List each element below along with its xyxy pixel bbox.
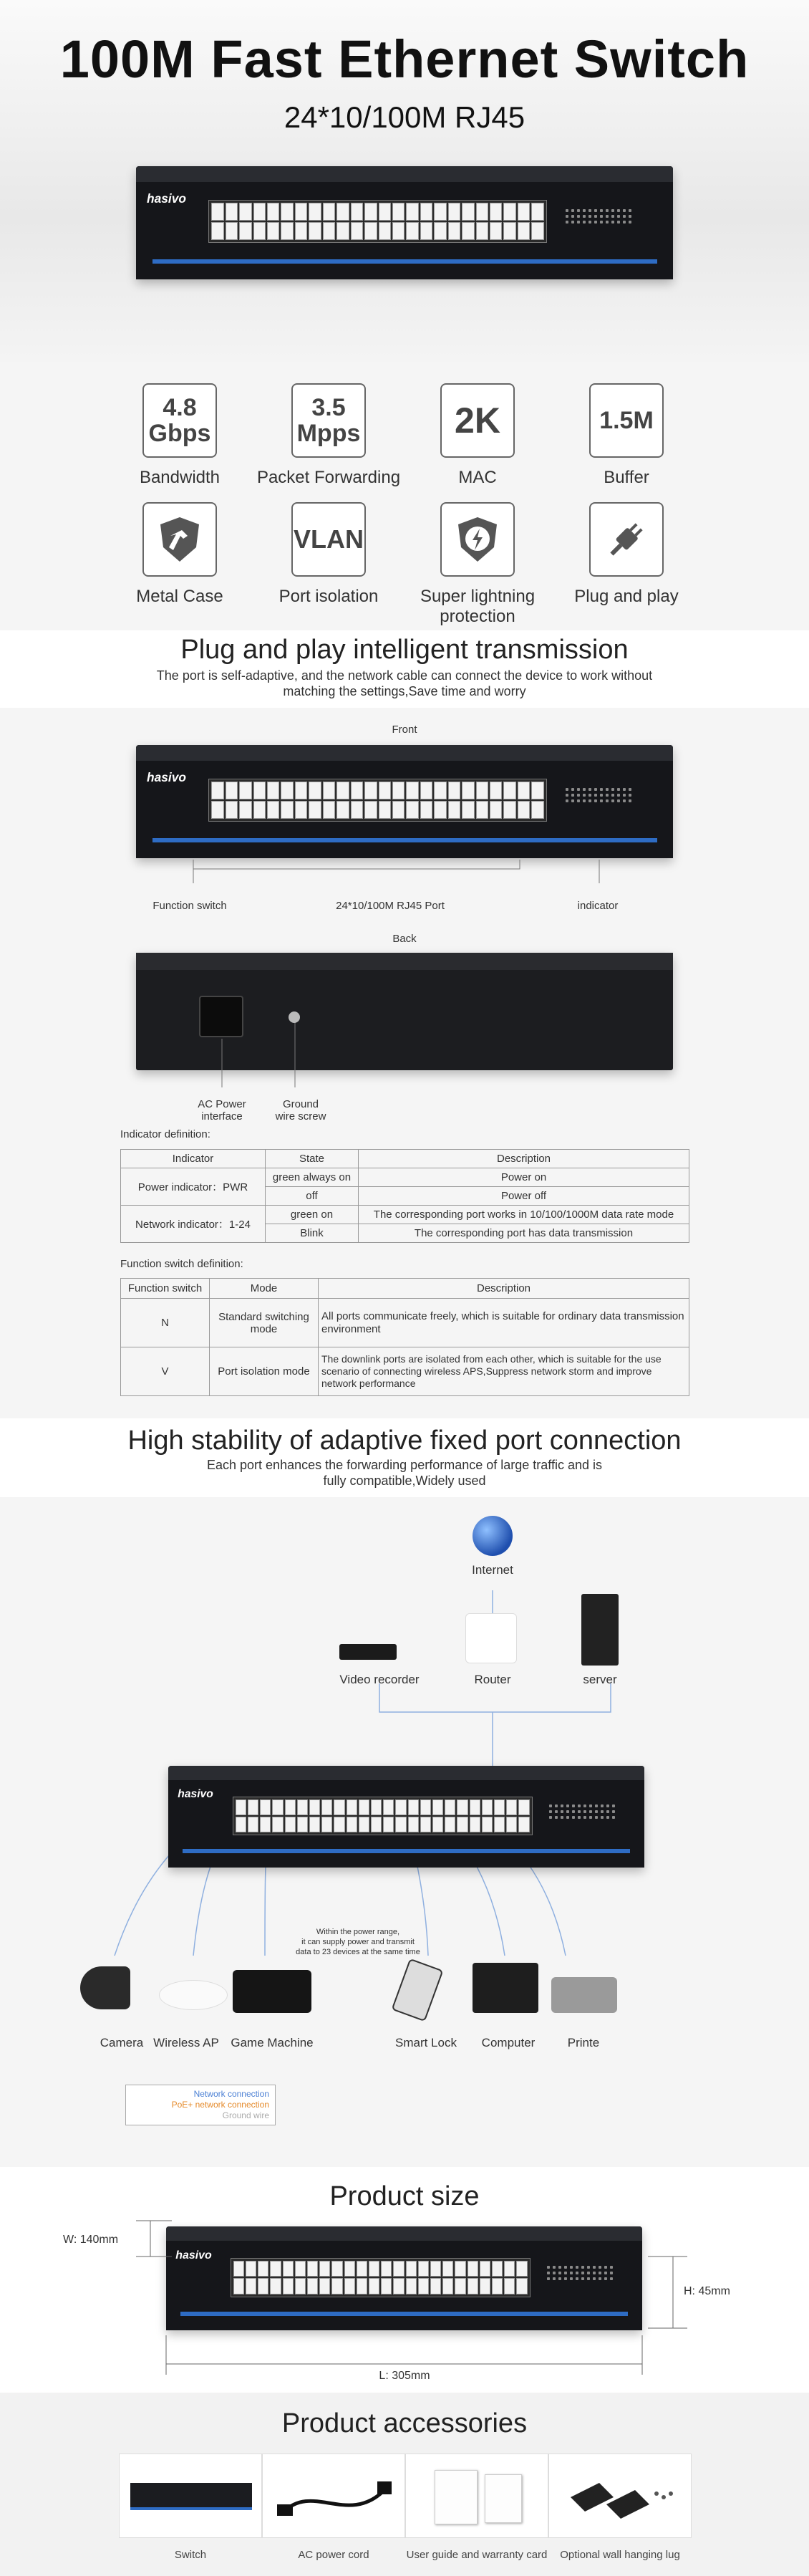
led-indicator bbox=[611, 209, 614, 212]
led-indicator bbox=[549, 1816, 552, 1819]
server-label: server bbox=[583, 1673, 617, 1686]
led-indicator bbox=[623, 221, 626, 224]
led-indicator bbox=[583, 209, 586, 212]
table-header: Description bbox=[319, 1279, 689, 1299]
rj45-port bbox=[236, 1799, 246, 1815]
led-indicator bbox=[566, 1804, 569, 1807]
blue-stripe bbox=[152, 259, 657, 264]
rj45-port bbox=[371, 1817, 382, 1832]
port-grid bbox=[233, 1797, 533, 1835]
led-indicator bbox=[606, 1810, 609, 1813]
rj45-port bbox=[211, 203, 223, 221]
rj45-port bbox=[281, 203, 293, 221]
legend-poe: PoE+ network connection bbox=[171, 2100, 269, 2110]
rj45-port bbox=[420, 222, 432, 240]
led-indicator bbox=[566, 1810, 569, 1813]
rj45-port bbox=[518, 1799, 529, 1815]
rj45-port bbox=[490, 203, 502, 221]
table-cell: Power on bbox=[359, 1168, 689, 1187]
rj45-port bbox=[248, 1799, 258, 1815]
led-indicator bbox=[601, 1804, 604, 1807]
table-header: Description bbox=[359, 1150, 689, 1168]
led-indicator bbox=[629, 215, 631, 218]
hero-section bbox=[0, 0, 809, 362]
rj45-port bbox=[445, 1817, 455, 1832]
port-grid bbox=[208, 200, 547, 243]
legend-network: Network connection bbox=[193, 2089, 269, 2099]
table-cell: The corresponding port works in 10/100/1000M data rate mode bbox=[359, 1206, 689, 1224]
ac-power-label: AC Power interface bbox=[198, 1098, 246, 1123]
rj45-port bbox=[285, 1799, 296, 1815]
rj45-port bbox=[347, 1799, 357, 1815]
accessory-label: Optional wall hanging lug bbox=[560, 2549, 680, 2561]
rj45-port bbox=[295, 203, 307, 221]
rj45-port bbox=[309, 1817, 320, 1832]
lightning-shield-icon bbox=[440, 502, 515, 577]
rj45-port bbox=[272, 1817, 283, 1832]
led-indicator bbox=[583, 1804, 586, 1807]
rj45-port bbox=[285, 1817, 296, 1832]
rj45-port bbox=[503, 222, 515, 240]
led-indicator bbox=[612, 1816, 615, 1819]
table-cell: off bbox=[266, 1187, 359, 1206]
hero-subtitle: 24*10/100M RJ45 bbox=[284, 100, 525, 134]
switch-top bbox=[168, 1766, 644, 1780]
accessory-label: User guide and warranty card bbox=[406, 2549, 548, 2561]
printer-icon bbox=[551, 1977, 617, 2013]
led-indicator bbox=[606, 209, 609, 212]
rj45-port bbox=[406, 222, 418, 240]
led-indicator bbox=[578, 1816, 581, 1819]
back-label: Back bbox=[392, 933, 417, 945]
led-indicator bbox=[566, 1816, 569, 1819]
rj45-port bbox=[448, 203, 460, 221]
rj45-port bbox=[518, 1817, 529, 1832]
led-indicator bbox=[594, 221, 597, 224]
led-indicator bbox=[561, 1804, 563, 1807]
rj45-port bbox=[470, 1817, 480, 1832]
led-indicator bbox=[595, 1816, 598, 1819]
led-indicator bbox=[595, 1810, 598, 1813]
rj45-port bbox=[392, 222, 404, 240]
led-indicator bbox=[629, 221, 631, 224]
rj45-port bbox=[457, 1817, 468, 1832]
led-indicator bbox=[566, 215, 568, 218]
rj45-port bbox=[371, 1799, 382, 1815]
table-cell: Power off bbox=[359, 1187, 689, 1206]
globe-icon bbox=[473, 1516, 513, 1556]
feature-label: Super lightning protection bbox=[420, 587, 536, 626]
function-switch-label: Function switch bbox=[152, 900, 227, 912]
accessories-section bbox=[0, 2393, 809, 2576]
rj45-port bbox=[506, 1817, 517, 1832]
led-indicator bbox=[589, 1804, 592, 1807]
rj45-port bbox=[309, 1799, 320, 1815]
rj45-port bbox=[420, 203, 432, 221]
table-cell: V bbox=[121, 1347, 210, 1396]
led-indicator bbox=[549, 1804, 552, 1807]
video-recorder-icon bbox=[339, 1644, 397, 1660]
video-recorder-label: Video recorder bbox=[339, 1673, 420, 1686]
led-indicator bbox=[555, 1810, 558, 1813]
rj45-port bbox=[323, 222, 335, 240]
led-indicator bbox=[611, 215, 614, 218]
led-indicator bbox=[571, 215, 574, 218]
led-indicator bbox=[617, 221, 620, 224]
rj45-port bbox=[462, 222, 474, 240]
table-cell: green on bbox=[266, 1206, 359, 1224]
rj45-port bbox=[383, 1817, 394, 1832]
table-cell: The corresponding port has data transmission bbox=[359, 1224, 689, 1243]
indicator-def-title: Indicator definition: bbox=[120, 1128, 210, 1140]
rj45-port bbox=[379, 222, 391, 240]
led-indicator bbox=[588, 215, 591, 218]
rj45-port bbox=[364, 203, 377, 221]
led-indicator bbox=[601, 1816, 604, 1819]
led-indicator bbox=[577, 215, 580, 218]
table-cell: Power indicator：PWR bbox=[121, 1168, 266, 1206]
stability-description: Each port enhances the forwarding performance of large traffic and is fully compatible,Widely used bbox=[207, 1458, 602, 1488]
rj45-port bbox=[321, 1817, 332, 1832]
rj45-port bbox=[531, 203, 543, 221]
table-cell: Network indicator：1-24 bbox=[121, 1206, 266, 1243]
led-indicator bbox=[629, 209, 631, 212]
rj45-port bbox=[267, 222, 279, 240]
led-indicator bbox=[561, 1816, 563, 1819]
led-indicator bbox=[588, 221, 591, 224]
rj45-port bbox=[392, 203, 404, 221]
mac-icon: 2K bbox=[440, 383, 515, 458]
led-indicator bbox=[601, 1810, 604, 1813]
rj45-port bbox=[226, 222, 238, 240]
led-indicator bbox=[600, 215, 603, 218]
table-cell: Standard switching mode bbox=[210, 1299, 319, 1347]
led-indicator bbox=[578, 1804, 581, 1807]
function-def-title: Function switch definition: bbox=[120, 1258, 243, 1270]
rj45-port bbox=[309, 203, 321, 221]
rj45-port bbox=[432, 1799, 443, 1815]
legend-box bbox=[125, 2085, 276, 2125]
rj45-port bbox=[420, 1817, 431, 1832]
led-indicator bbox=[589, 1816, 592, 1819]
device-label: Game Machine bbox=[231, 2036, 314, 2049]
bandwidth-icon: 4.8 Gbps bbox=[142, 383, 217, 458]
led-indicator bbox=[600, 221, 603, 224]
rj45-port bbox=[445, 1799, 455, 1815]
led-indicator bbox=[594, 215, 597, 218]
rj45-port bbox=[267, 203, 279, 221]
size-title: Product size bbox=[329, 2181, 480, 2211]
router-label: Router bbox=[474, 1673, 511, 1686]
feature-label: Buffer bbox=[604, 468, 649, 487]
network-topology-section bbox=[0, 1497, 809, 2167]
rj45-port bbox=[351, 222, 363, 240]
accessory-power-cord bbox=[262, 2454, 405, 2538]
rj45-port bbox=[347, 1817, 357, 1832]
rj45-port bbox=[506, 1799, 517, 1815]
device-label: Wireless AP bbox=[153, 2036, 219, 2049]
device-label: Camera bbox=[100, 2036, 144, 2049]
rj45-port bbox=[448, 222, 460, 240]
led-indicator bbox=[577, 221, 580, 224]
device-label: Computer bbox=[481, 2036, 536, 2049]
rj45-port bbox=[295, 222, 307, 240]
led-indicator bbox=[617, 209, 620, 212]
brand-logo: hasivo bbox=[178, 1788, 213, 1801]
rj45-port bbox=[272, 1799, 283, 1815]
rj45-port bbox=[297, 1799, 308, 1815]
feature-label: Bandwidth bbox=[139, 468, 221, 487]
rj45-port bbox=[531, 222, 543, 240]
rj45-port bbox=[321, 1799, 332, 1815]
led-indicator bbox=[623, 209, 626, 212]
rj45-port bbox=[395, 1799, 406, 1815]
function-table bbox=[120, 1278, 689, 1396]
accessory-guide-card bbox=[405, 2454, 548, 2538]
rj45-port bbox=[336, 222, 349, 240]
led-indicator bbox=[583, 221, 586, 224]
accessory-label: AC power cord bbox=[298, 2549, 369, 2561]
plug-title: Plug and play intelligent transmission bbox=[180, 635, 629, 665]
led-indicator bbox=[572, 1816, 575, 1819]
rj45-port bbox=[408, 1817, 419, 1832]
rj45-port bbox=[364, 222, 377, 240]
plug-description: The port is self-adaptive, and the network cable can connect the device to work without matching the settings,Save time and worry bbox=[156, 668, 653, 698]
led-indicator bbox=[572, 1810, 575, 1813]
led-indicator bbox=[561, 1810, 563, 1813]
rj45-port bbox=[334, 1817, 344, 1832]
led-indicator bbox=[572, 1804, 575, 1807]
led-indicator bbox=[589, 1810, 592, 1813]
led-indicator bbox=[571, 209, 574, 212]
led-indicator bbox=[583, 215, 586, 218]
feature-label: Metal Case bbox=[136, 587, 223, 606]
internet-label: Internet bbox=[472, 1563, 513, 1577]
led-indicator bbox=[623, 215, 626, 218]
rj45-port bbox=[334, 1799, 344, 1815]
rj45-port bbox=[482, 1799, 493, 1815]
legend-ground: Ground wire bbox=[222, 2110, 269, 2120]
ground-label: Ground wire screw bbox=[275, 1098, 326, 1123]
feature-label: MAC bbox=[458, 468, 497, 487]
switch-top bbox=[136, 166, 673, 182]
computer-icon bbox=[473, 1963, 538, 2013]
front-label: Front bbox=[392, 724, 417, 736]
table-cell: green always on bbox=[266, 1168, 359, 1187]
rj45-port bbox=[309, 222, 321, 240]
rj45-port bbox=[462, 203, 474, 221]
led-indicator bbox=[606, 215, 609, 218]
rj45-port bbox=[408, 1799, 419, 1815]
led-indicator bbox=[583, 1816, 586, 1819]
rj45-port bbox=[379, 203, 391, 221]
brand-logo: hasivo bbox=[147, 769, 186, 784]
rj45-port bbox=[395, 1817, 406, 1832]
rj45-port bbox=[518, 203, 530, 221]
plug-icon bbox=[589, 502, 664, 577]
packet-forwarding-icon: 3.5 Mpps bbox=[291, 383, 366, 458]
led-indicator bbox=[606, 1804, 609, 1807]
rj45-port bbox=[336, 203, 349, 221]
led-indicator bbox=[594, 209, 597, 212]
features-section bbox=[0, 362, 809, 630]
led-indicator bbox=[612, 1810, 615, 1813]
accessory-wall-lug bbox=[548, 2454, 692, 2538]
brand-logo: hasivo bbox=[175, 2249, 212, 2262]
rj45-port bbox=[236, 1817, 246, 1832]
switch-image-hero bbox=[136, 166, 673, 279]
back-callout-lines bbox=[0, 708, 809, 1109]
rj45-port bbox=[476, 222, 488, 240]
table-cell: Port isolation mode bbox=[210, 1347, 319, 1396]
rj45-port bbox=[503, 203, 515, 221]
led-indicator bbox=[555, 1816, 558, 1819]
server-icon bbox=[581, 1594, 619, 1666]
rj45-port bbox=[470, 1799, 480, 1815]
rj45-port bbox=[248, 1817, 258, 1832]
port-label: 24*10/100M RJ45 Port bbox=[336, 900, 445, 912]
rj45-port bbox=[406, 203, 418, 221]
led-indicator bbox=[612, 1804, 615, 1807]
router-icon bbox=[465, 1613, 517, 1663]
table-cell: N bbox=[121, 1299, 210, 1347]
rj45-port bbox=[432, 1817, 443, 1832]
device-label: Printe bbox=[567, 2036, 600, 2049]
accessory-switch bbox=[119, 2454, 262, 2538]
rj45-port bbox=[482, 1817, 493, 1832]
led-indicator bbox=[566, 221, 568, 224]
vlan-icon: VLAN bbox=[291, 502, 366, 577]
led-indicator bbox=[549, 1810, 552, 1813]
led-indicator bbox=[577, 209, 580, 212]
wireless-ap-icon bbox=[159, 1980, 228, 2010]
height-label: H: 45mm bbox=[684, 2285, 730, 2297]
buffer-icon: 1.5M bbox=[589, 383, 664, 458]
game-machine-icon bbox=[233, 1970, 311, 2013]
shield-hammer-icon bbox=[142, 502, 217, 577]
led-indicator bbox=[600, 209, 603, 212]
rj45-port bbox=[281, 222, 293, 240]
power-note: Within the power range, it can supply power and transmit data to 23 devices at the same time bbox=[296, 1928, 420, 1956]
led-indicator bbox=[571, 221, 574, 224]
led-indicator bbox=[583, 1810, 586, 1813]
rj45-port bbox=[476, 203, 488, 221]
rj45-port bbox=[383, 1799, 394, 1815]
table-header: State bbox=[266, 1150, 359, 1168]
rj45-port bbox=[457, 1799, 468, 1815]
led-indicator bbox=[606, 221, 609, 224]
led-indicator bbox=[617, 215, 620, 218]
rj45-port bbox=[494, 1799, 505, 1815]
rj45-port bbox=[211, 222, 223, 240]
indicator-table bbox=[120, 1149, 689, 1243]
rj45-port bbox=[260, 1799, 271, 1815]
feature-label: Plug and play bbox=[574, 587, 679, 606]
led-indicator bbox=[606, 1816, 609, 1819]
rj45-port bbox=[359, 1799, 369, 1815]
led-indicator bbox=[578, 1810, 581, 1813]
rj45-port bbox=[434, 203, 446, 221]
led-indicator bbox=[566, 209, 568, 212]
indicator-label: indicator bbox=[577, 900, 619, 912]
indicator-leds bbox=[549, 1804, 615, 1819]
table-header: Function switch bbox=[121, 1279, 210, 1299]
rj45-port bbox=[420, 1799, 431, 1815]
length-label: L: 305mm bbox=[379, 2370, 430, 2382]
dimension-lines bbox=[0, 2214, 809, 2389]
interface-diagram-section bbox=[0, 708, 809, 1418]
device-label: Smart Lock bbox=[395, 2036, 457, 2049]
rj45-port bbox=[253, 222, 266, 240]
rj45-port bbox=[351, 203, 363, 221]
table-header: Mode bbox=[210, 1279, 319, 1299]
width-label: W: 140mm bbox=[63, 2234, 119, 2246]
rj45-port bbox=[359, 1817, 369, 1832]
rj45-port bbox=[323, 203, 335, 221]
feature-label: Packet Forwarding bbox=[256, 468, 401, 487]
table-header: Indicator bbox=[121, 1150, 266, 1168]
rj45-port bbox=[518, 222, 530, 240]
size-diagram bbox=[0, 2214, 809, 2389]
rj45-port bbox=[239, 203, 251, 221]
led-indicator bbox=[588, 209, 591, 212]
table-cell: All ports communicate freely, which is suitable for ordinary data transmission environment bbox=[319, 1299, 689, 1347]
camera-icon bbox=[80, 1966, 130, 2009]
blue-stripe bbox=[183, 1849, 630, 1853]
hero-title: 100M Fast Ethernet Switch bbox=[59, 29, 750, 89]
led-indicator bbox=[611, 221, 614, 224]
rj45-port bbox=[239, 222, 251, 240]
rj45-port bbox=[494, 1817, 505, 1832]
rj45-port bbox=[297, 1817, 308, 1832]
indicator-leds bbox=[566, 209, 631, 224]
feature-label: Port isolation bbox=[278, 587, 379, 606]
accessories-title: Product accessories bbox=[281, 2408, 528, 2438]
table-cell: Blink bbox=[266, 1224, 359, 1243]
led-indicator bbox=[595, 1804, 598, 1807]
rj45-port bbox=[226, 203, 238, 221]
rj45-port bbox=[490, 222, 502, 240]
rj45-port bbox=[253, 203, 266, 221]
led-indicator bbox=[555, 1804, 558, 1807]
brand-logo: hasivo bbox=[147, 191, 186, 206]
switch-image-network bbox=[168, 1766, 644, 1868]
rj45-port bbox=[434, 222, 446, 240]
table-cell: The downlink ports are isolated from each other, which is suitable for the use scenario of connecting wireless APS,Suppress network storm and improve network performance bbox=[319, 1347, 689, 1396]
rj45-port bbox=[260, 1817, 271, 1832]
accessory-label: Switch bbox=[174, 2549, 207, 2561]
stability-title-visible: High stability of adaptive fixed port connection bbox=[127, 1426, 682, 1456]
